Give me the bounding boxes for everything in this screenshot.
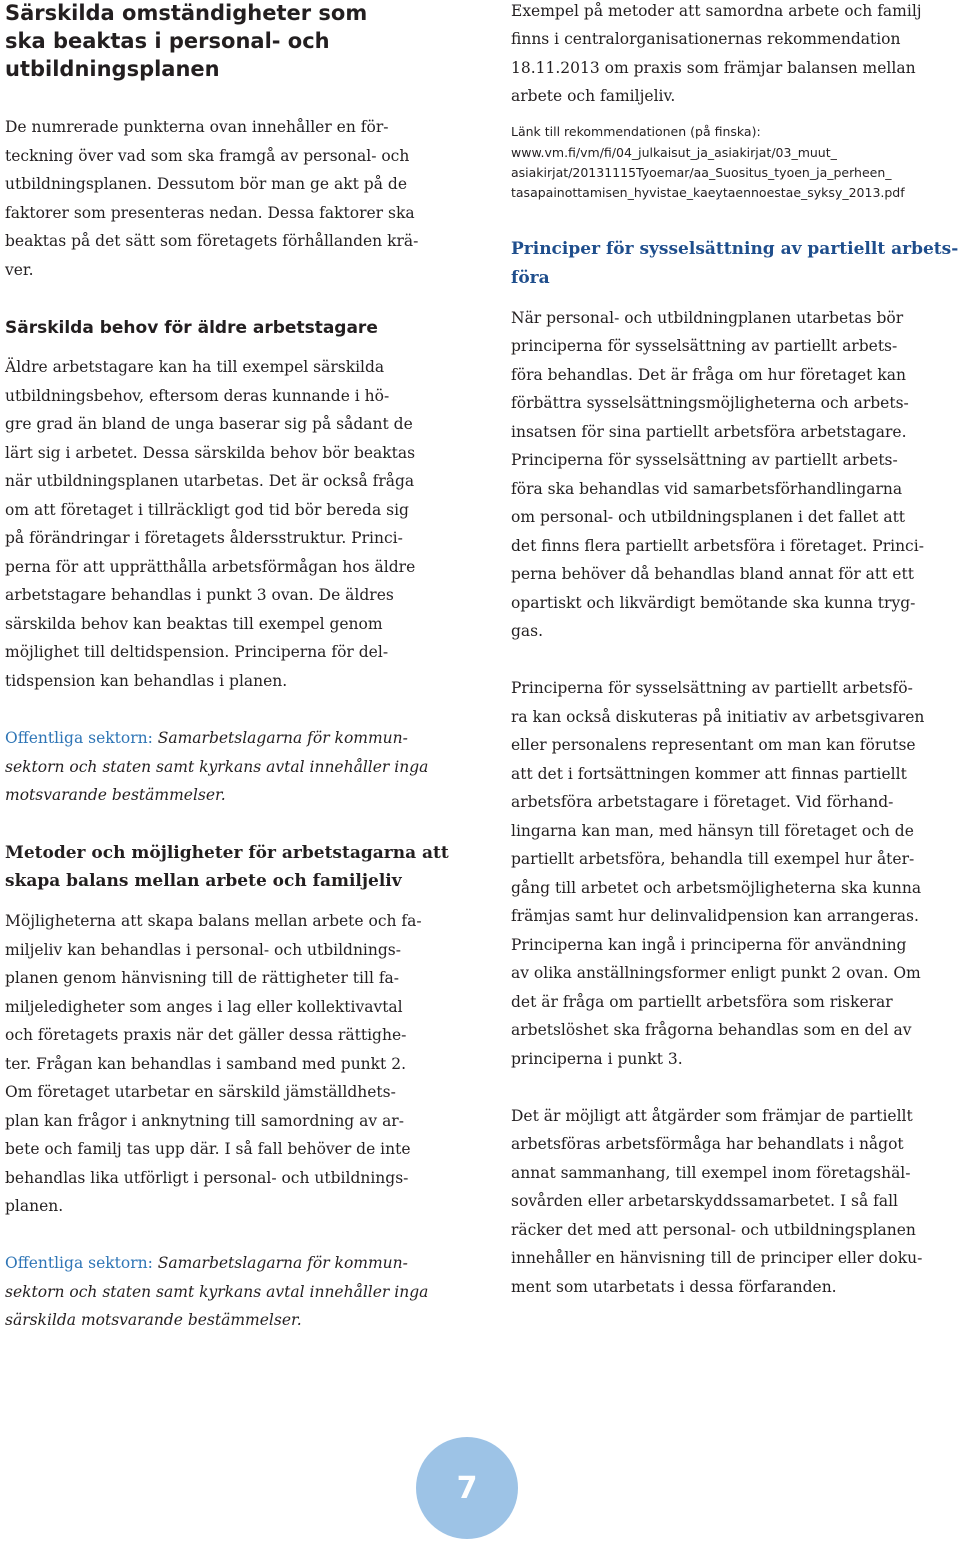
intro-line: ver. bbox=[5, 261, 34, 279]
body-line: arbetsföras arbetsförmåga har behandlats i något bbox=[511, 1135, 904, 1153]
body-line: arbetsföra arbetstagare i företaget. Vid förhand- bbox=[511, 793, 894, 811]
section-title: Särskilda omständigheter som bbox=[5, 1, 368, 25]
intro-line: teckning över vad som ska framgå av personal- och bbox=[5, 147, 410, 165]
body-line: annat sammanhang, till exempel inom företagshäl- bbox=[511, 1164, 911, 1182]
note-text: särskilda motsvarande bestämmelser. bbox=[5, 1311, 302, 1329]
body-line: gas. bbox=[511, 622, 544, 640]
page-number-badge bbox=[416, 1437, 518, 1539]
body-line: miljeledigheter som anges i lag eller kollektivavtal bbox=[5, 998, 403, 1016]
section-heading: Särskilda behov för äldre arbetstagare bbox=[5, 318, 378, 338]
section-heading: Metoder och möjligheter för arbetstagarna att bbox=[5, 843, 449, 863]
note-label: Offentliga sektorn: bbox=[5, 729, 153, 747]
body-line: bete och familj tas upp där. I så fall behöver de inte bbox=[5, 1140, 411, 1158]
body-line: planen. bbox=[5, 1197, 64, 1215]
body-line: eller personalens representant om man kan förutse bbox=[511, 736, 916, 754]
note-text: sektorn och staten samt kyrkans avtal innehåller inga bbox=[5, 758, 429, 776]
body-line: partiellt arbetsföra, behandla till exempel hur åter- bbox=[511, 850, 915, 868]
intro-line: De numrerade punkterna ovan innehåller en för- bbox=[5, 118, 389, 136]
body-line: Äldre arbetstagare kan ha till exempel särskilda bbox=[5, 358, 385, 376]
body-line: miljeliv kan behandlas i personal- och utbildnings- bbox=[5, 941, 401, 959]
body-line: lärt sig i arbetet. Dessa särskilda behov bör beaktas bbox=[5, 444, 416, 462]
body-line: När personal- och utbildningplanen utarbetas bör bbox=[511, 309, 904, 327]
body-line: Principerna kan ingå i principerna för användning bbox=[511, 936, 907, 954]
body-line: Principerna för sysselsättning av partiellt arbets- bbox=[511, 451, 898, 469]
body-line: behandlas lika utförligt i personal- och utbildnings- bbox=[5, 1169, 409, 1187]
body-line: om att företaget i tillräckligt god tid bör bereda sig bbox=[5, 501, 409, 519]
body-line: det finns flera partiellt arbetsföra i företaget. Princi- bbox=[511, 537, 924, 555]
section-title: ska beaktas i personal- och bbox=[5, 29, 330, 53]
body-line: gång till arbetet och arbetsmöjligheterna ska kunna bbox=[511, 879, 922, 897]
body-line: arbetslöshet ska frågorna behandlas som en del av bbox=[511, 1021, 912, 1039]
note-text: motsvarande bestämmelser. bbox=[5, 786, 226, 804]
body-line: principerna i punkt 3. bbox=[511, 1050, 683, 1068]
section-title: utbildningsplanen bbox=[5, 57, 220, 81]
intro-line: faktorer som presenteras nedan. Dessa faktorer ska bbox=[5, 204, 415, 222]
body-line: Exempel på metoder att samordna arbete och familj bbox=[511, 2, 922, 20]
body-line: av olika anställningsformer enligt punkt 2 ovan. Om bbox=[511, 964, 921, 982]
body-line: insatsen för sina partiellt arbetsföra arbetstagare. bbox=[511, 423, 907, 441]
body-line: 18.11.2013 om praxis som främjar balansen mellan bbox=[511, 59, 916, 77]
body-line: Om företaget utarbetar en särskild jämställdhets- bbox=[5, 1083, 396, 1101]
recommendation-link[interactable]: asiakirjat/20131115Tyoemar/aa_Suositus_tyoen_ja_perheen_ bbox=[511, 165, 892, 180]
page-number: 7 bbox=[456, 1470, 478, 1506]
body-line: innehåller en hänvisning till de principer eller doku- bbox=[511, 1249, 923, 1267]
body-line: planen genom hänvisning till de rättigheter till fa- bbox=[5, 969, 400, 987]
body-line: när utbildningsplanen utarbetas. Det är också fråga bbox=[5, 472, 415, 490]
body-line: Principerna för sysselsättning av partiellt arbetsfö- bbox=[511, 679, 913, 697]
intro-line: beaktas på det sätt som företagets förhållanden krä- bbox=[5, 232, 419, 250]
note-text: Samarbetslagarna för kommun- bbox=[152, 729, 408, 747]
note-text: sektorn och staten samt kyrkans avtal innehåller inga bbox=[5, 1283, 429, 1301]
section-heading: Principer för sysselsättning av partiellt arbets- bbox=[511, 239, 959, 259]
body-line: tidspension kan behandlas i planen. bbox=[5, 672, 288, 690]
body-line: ra kan också diskuteras på initiativ av arbetsgivaren bbox=[511, 708, 925, 726]
body-line: perna för att upprätthålla arbetsförmågan hos äldre bbox=[5, 558, 416, 576]
intro-line: utbildningsplanen. Dessutom bör man ge akt på de bbox=[5, 175, 407, 193]
body-line: förbättra sysselsättningsmöjligheterna och arbets- bbox=[511, 394, 909, 412]
body-line: föra ska behandlas vid samarbetsförhandlingarna bbox=[511, 480, 903, 498]
body-line: sovården eller arbetarskyddssamarbetet. I så fall bbox=[511, 1192, 899, 1210]
body-line: perna behöver då behandlas bland annat för att ett bbox=[511, 565, 914, 583]
body-line: räcker det med att personal- och utbildningsplanen bbox=[511, 1221, 916, 1239]
body-line: ment som utarbetats i dessa förfaranden. bbox=[511, 1278, 837, 1296]
body-line: särskilda behov kan beaktas till exempel genom bbox=[5, 615, 383, 633]
body-line: ter. Frågan kan behandlas i samband med punkt 2. bbox=[5, 1055, 407, 1073]
body-line: det är fråga om partiellt arbetsföra som riskerar bbox=[511, 993, 893, 1011]
body-line: principerna för sysselsättning av partiellt arbets- bbox=[511, 337, 898, 355]
body-line: finns i centralorganisationernas rekommendation bbox=[511, 30, 901, 48]
body-line: Möjligheterna att skapa balans mellan arbete och fa- bbox=[5, 912, 422, 930]
public-sector-note bbox=[5, 731, 408, 747]
section-heading: föra bbox=[511, 268, 550, 288]
body-line: utbildningsbehov, eftersom deras kunnande i hö- bbox=[5, 387, 390, 405]
body-line: opartiskt och likvärdigt bemötande ska kunna tryg- bbox=[511, 594, 916, 612]
body-line: på förändringar i företagets åldersstruktur. Princi- bbox=[5, 529, 403, 547]
body-line: att det i fortsättningen kommer att finnas partiellt bbox=[511, 765, 907, 783]
body-line: och företagets praxis när det gäller dessa rättighe- bbox=[5, 1026, 407, 1044]
body-line: plan kan frågor i anknytning till samordning av ar- bbox=[5, 1112, 404, 1130]
public-sector-note bbox=[5, 1256, 408, 1272]
body-line: om personal- och utbildningsplanen i det fallet att bbox=[511, 508, 906, 526]
body-line: Det är möjligt att åtgärder som främjar de partiellt bbox=[511, 1107, 913, 1125]
link-label: Länk till rekommendationen (på finska): bbox=[511, 124, 761, 139]
body-line: arbetstagare behandlas i punkt 3 ovan. De äldres bbox=[5, 586, 394, 604]
body-line: gre grad än bland de unga baserar sig på sådant de bbox=[5, 415, 413, 433]
recommendation-link[interactable]: tasapainottamisen_hyvistae_kaeytaennoestae_syksy_2013.pdf bbox=[511, 185, 905, 200]
body-line: lingarna kan man, med hänsyn till företaget och de bbox=[511, 822, 914, 840]
note-label: Offentliga sektorn: bbox=[5, 1254, 153, 1272]
body-line: möjlighet till deltidspension. Principerna för del- bbox=[5, 643, 389, 661]
section-heading: skapa balans mellan arbete och familjeliv bbox=[5, 871, 402, 891]
body-line: föra behandlas. Det är fråga om hur företaget kan bbox=[511, 366, 906, 384]
body-line: främjas samt hur delinvalidpension kan arrangeras. bbox=[511, 907, 919, 925]
note-text: Samarbetslagarna för kommun- bbox=[152, 1254, 408, 1272]
recommendation-link[interactable]: www.vm.fi/vm/fi/04_julkaisut_ja_asiakirjat/03_muut_ bbox=[511, 145, 837, 160]
body-line: arbete och familjeliv. bbox=[511, 87, 676, 105]
